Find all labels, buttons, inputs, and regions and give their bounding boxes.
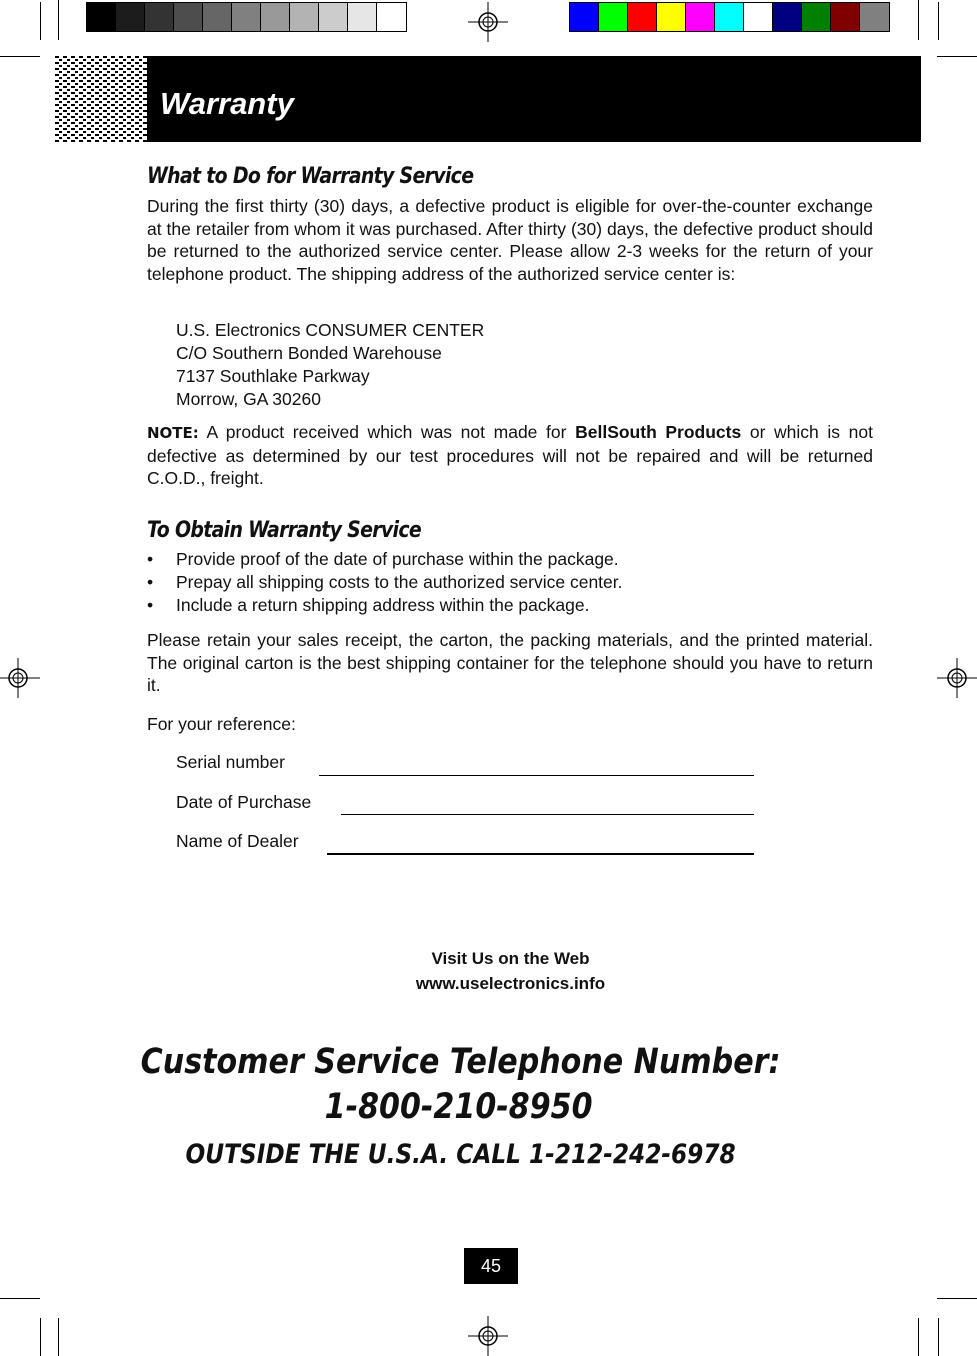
process-color-bar [569,2,890,32]
gray-swatch [232,3,261,31]
gray-swatch [87,3,116,31]
registration-mark-icon [468,1316,508,1356]
list-item: • Provide proof of the date of purchase within the package. [147,548,623,571]
color-swatch [831,3,860,31]
customer-service-title: Customer Service Telephone Number: [140,1042,781,1082]
color-swatch [657,3,686,31]
crop-mark [937,1298,977,1299]
list-item: • Prepay all shipping costs to the authorized service center. [147,571,623,594]
registration-mark-icon [937,658,977,698]
gray-swatch [203,3,232,31]
crop-mark [58,1318,59,1356]
color-swatch [715,3,744,31]
color-swatch [628,3,657,31]
brand-name: BellSouth Products [575,422,742,442]
gray-swatch [290,3,319,31]
gray-swatch [377,3,406,31]
gray-swatch [145,3,174,31]
retain-paragraph: Please retain your sales receipt, the carton, the packing materials, and the printed material. The original carton is the best shipping container for the telephone should you have to return it. [147,630,873,695]
note-label: NOTE: [147,424,199,442]
note-paragraph [147,421,873,490]
crop-mark [937,56,977,57]
gray-swatch [116,3,145,31]
address-line: 7137 Southlake Parkway [176,366,370,386]
date-of-purchase-field[interactable] [341,814,754,815]
international-phone: OUTSIDE THE U.S.A. CALL 1-212-242-6978 [185,1139,736,1170]
gray-swatch [174,3,203,31]
address-line: C/O Southern Bonded Warehouse [176,343,442,363]
list-item: • Include a return shipping address within the package. [147,594,623,617]
address-line: U.S. Electronics CONSUMER CENTER [176,320,485,340]
gray-swatch [319,3,348,31]
crop-mark [58,0,59,40]
color-swatch [773,3,802,31]
registration-mark-icon [0,658,40,698]
address-line: Morrow, GA 30260 [176,389,321,409]
section-heading-obtain-service: To Obtain Warranty Service [147,518,422,543]
note-text-post: or which is not defective as determined by our test procedures will not be repaired and will be returned C.O.D., freight. [147,422,874,488]
serial-number-field[interactable] [319,775,754,776]
requirements-list [147,548,623,617]
crop-mark [918,1318,919,1356]
crop-mark [938,1318,939,1356]
note-text-pre: A product received which was not made for [198,422,576,442]
web-visit-label: Visit Us on the Web [431,949,590,968]
registration-mark-icon [468,2,508,42]
color-swatch [744,3,773,31]
name-of-dealer-label: Name of Dealer [176,831,299,851]
crop-mark [0,1298,40,1299]
gray-swatch [348,3,377,31]
section-heading-warranty-service: What to Do for Warranty Service [147,164,474,189]
crop-mark [40,2,41,40]
web-url[interactable]: www.uselectronics.info [415,974,606,993]
warranty-service-paragraph: During the first thirty (30) days, a defective product is eligible for over-the-counter exchange at the retailer from whom it was purchased. After thirty (30) days, the defective product should be returned to the authorized service center. Please allow 2-3 weeks for the return of your telephone product. The shipping address of the authorized service center is: [147,196,873,284]
color-swatch [599,3,628,31]
customer-service-phone: 1-800-210-8950 [324,1087,593,1127]
reference-label: For your reference: [147,714,296,734]
serial-number-label: Serial number [176,752,285,772]
page-title: Warranty [160,86,294,121]
page-number: 45 [464,1248,518,1284]
color-swatch [860,3,889,31]
decorative-pattern-icon [55,56,147,142]
color-swatch [570,3,599,31]
crop-mark [40,1318,41,1356]
crop-mark [938,2,939,40]
crop-mark [918,0,919,40]
color-swatch [802,3,831,31]
grayscale-color-bar [86,2,407,32]
name-of-dealer-field[interactable] [327,853,754,855]
color-swatch [686,3,715,31]
gray-swatch [261,3,290,31]
date-of-purchase-label: Date of Purchase [176,792,312,812]
crop-mark [0,56,40,57]
